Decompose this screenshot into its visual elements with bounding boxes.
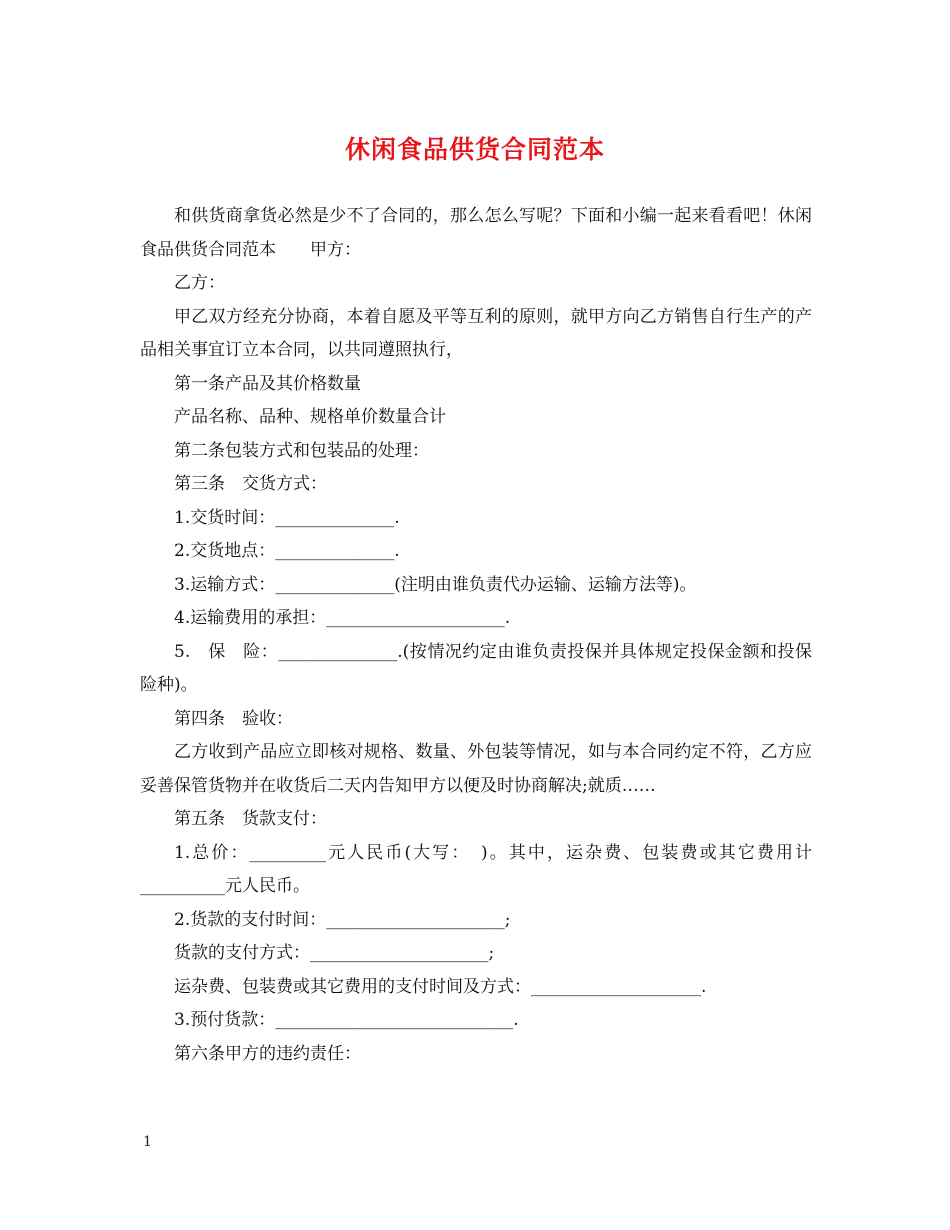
delivery-location: 2.交货地点：______________. [174, 541, 400, 561]
transport-method: 3.运输方式：______________(注明由谁负责代办运输、运输方法等)。 [174, 574, 697, 595]
article-4-heading: 第四条 验收： [174, 708, 293, 729]
article-1-table-header: 产品名称、品种、规格单价数量合计 [174, 407, 446, 427]
payment-time: 2.货款的支付时间：_____________________; [174, 909, 511, 930]
document-title: 休闲食品供货合同范本 [344, 135, 605, 164]
article-5-heading: 第五条 货款支付： [174, 809, 327, 829]
paragraph-intro: 和供货商拿货必然是少不了合同的，那么怎么写呢？下面和小编一起来看看吧！休闲食品供货合同范本 甲方： [140, 206, 812, 260]
article-6-heading: 第六条甲方的违约责任： [174, 1043, 361, 1064]
inspection-text: 乙方收到产品应立即核对规格、数量、外包装等情况，如与本合同约定不符，乙方应妥善保管货物并在收货后二天内告知甲方以便及时协商解决;就质…… [140, 742, 812, 796]
article-3-heading: 第三条 交货方式： [174, 474, 327, 494]
payment-method: 货款的支付方式：_____________________; [174, 943, 495, 963]
paragraph-party-b: 乙方： [174, 273, 225, 293]
page-number: 1 [143, 1134, 152, 1150]
article-1-heading: 第一条产品及其价格数量 [174, 373, 361, 394]
misc-fee-payment: 运杂费、包装费或其它费用的支付时间及方式：____________________. [174, 976, 707, 997]
article-2-heading: 第二条包装方式和包装品的处理： [174, 440, 429, 461]
advance-payment: 3.预付货款：____________________________. [174, 1010, 519, 1030]
paragraph-agreement: 甲乙双方经充分协商，本着自愿及平等互利的原则，就甲方向乙方销售自行生产的产品相关事宜订立本合同，以共同遵照执行， [140, 306, 812, 360]
insurance: 5. 保 险：______________.(按情况约定由谁负责投保并具体规定投保金额和投保险种)。 [140, 641, 812, 695]
delivery-time: 1.交货时间：______________. [174, 507, 400, 528]
transport-cost: 4.运输费用的承担：_____________________. [174, 608, 511, 628]
total-price: 1.总价：_________元人民币(大写： )。其中，运杂费、包装费或其它费用计__________元人民币。 [140, 842, 812, 896]
document-body [140, 200, 812, 1071]
